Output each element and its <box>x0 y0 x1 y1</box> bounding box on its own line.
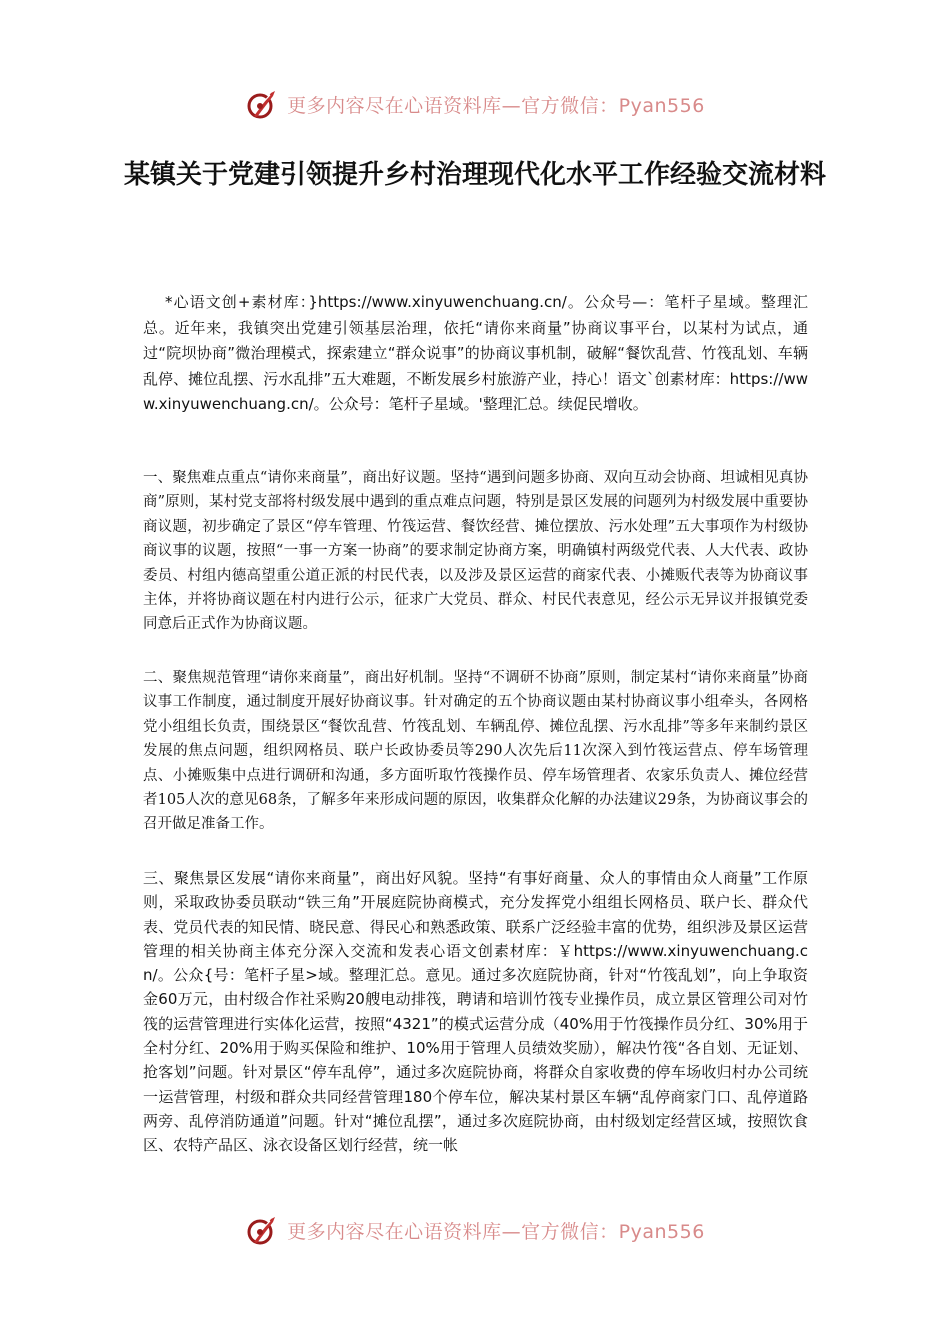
intro-paragraph: *心语文创+素材库：}https://www.xinyuwenchuang.cn/。公众号—：笔杆子星域。整理汇总。近年来，我镇突出党建引领基层治理，依托“请你来商量”协商议事平台，以某村为试点，通过“院坝协商”微治理模式，探索建立“群众说事”的协商议事机制，破解“餐饮乱营、竹筏乱划、车辆乱停、摊位乱摆、污水乱排”五大难题，不断发展乡村旅游产业，持心！语文`创素材库：https://www.xinyuwenchuang.cn/。公众号：笔杆子星域。'整理汇总。续促民增收。 <box>143 293 808 413</box>
document-title: 某镇关于党建引领提升乡村治理现代化水平工作经验交流材料 <box>123 160 826 190</box>
header-banner <box>0 84 950 124</box>
footer-banner <box>0 1210 950 1250</box>
banner-text: 更多内容尽在心语资料库—官方微信：Pyan556 <box>287 1220 705 1243</box>
quill-pen-logo-icon <box>245 87 279 121</box>
banner-text: 更多内容尽在心语资料库—官方微信：Pyan556 <box>287 94 705 117</box>
section-2-paragraph: 二、聚焦规范管理“请你来商量”，商出好机制。坚持“不调研不协商”原则，制定某村“请你来商量”协商议事工作制度，通过制度开展好协商议事。针对确定的五个协商议题由某村协商议事小组牵头，各网格党小组组长负责，围绕景区“餐饮乱营、竹筏乱划、车辆乱停、摊位乱摆、污水乱排”等多年来制约景区发展的焦点问题，组织网格员、联户长政协委员等290人次先后11次深入到竹筏运营点、停车场管理点、小摊贩集中点进行调研和沟通，多方面听取竹筏操作员、停车场管理者、农家乐负责人、摊位经营者105人次的意见68条，了解多年来形成问题的原因，收集群众化解的办法建议29条，为协商议事会的召开做足准备工作。 <box>143 670 808 833</box>
section-3-paragraph: 三、聚焦景区发展“请你来商量”，商出好风貌。坚持“有事好商量、众人的事情由众人商量”工作原则，采取政协委员联动“铁三角”开展庭院协商模式，充分发挥党小组组长网格员、联户长、群众代表、党员代表的知民情、晓民意、得民心和熟悉政策、联系广泛经验丰富的优势，组织涉及景区运营管理的相关协商主体充分深入交流和发表心语文创素材库：￥https://www.xinyuwenchuang.cn/。公众{号：笔杆子星>域。整理汇总。意见。通过多次庭院协商，针对“竹筏乱划”，向上争取资金60万元，由村级合作社采购20艘电动排筏，聘请和培训竹筏专业操作员，成立景区管理公司对竹筏的运营管理进行实体化运营，按照“4321”的模式运营分成（40%用于竹筏操作员分红、30%用于全村分红、20%用于购买保险和维护、10%用于管理人员绩效奖励），解决竹筏“各自划、无证划、抢客划”问题。针对景区“停车乱停”，通过多次庭院协商，将群众自家收费的停车场收归村办公司统一运营管理，村级和群众共同经营管理180个停车位，解决某村景区车辆“乱停商家门口、乱停道路两旁、乱停消防通道”问题。针对“摊位乱摆”，通过多次庭院协商，由村级划定经营区域，按照饮食区、农特产品区、泳衣设备区划行经营，统一帐 <box>143 869 808 1155</box>
section-1-paragraph: 一、聚焦难点重点“请你来商量”，商出好议题。坚持“遇到问题多协商、双向互动会协商、坦诚相见真协商”原则，某村党支部将村级发展中遇到的重点难点问题，特别是景区发展的问题列为村级发展中重要协商议题，初步确定了景区“停车管理、竹筏运营、餐饮经营、摊位摆放、污水处理”五大事项作为村级协商议事的议题，按照“一事一方案一协商”的要求制定协商方案，明确镇村两级党代表、人大代表、政协委员、村组内德高望重公道正派的村民代表，以及涉及景区运营的商家代表、小摊贩代表等为协商议事主体，并将协商议题在村内进行公示，征求广大党员、群众、村民代表意见，经公示无异议并报镇党委同意后正式作为协商议题。 <box>143 470 808 633</box>
quill-pen-logo-icon <box>245 1213 279 1247</box>
